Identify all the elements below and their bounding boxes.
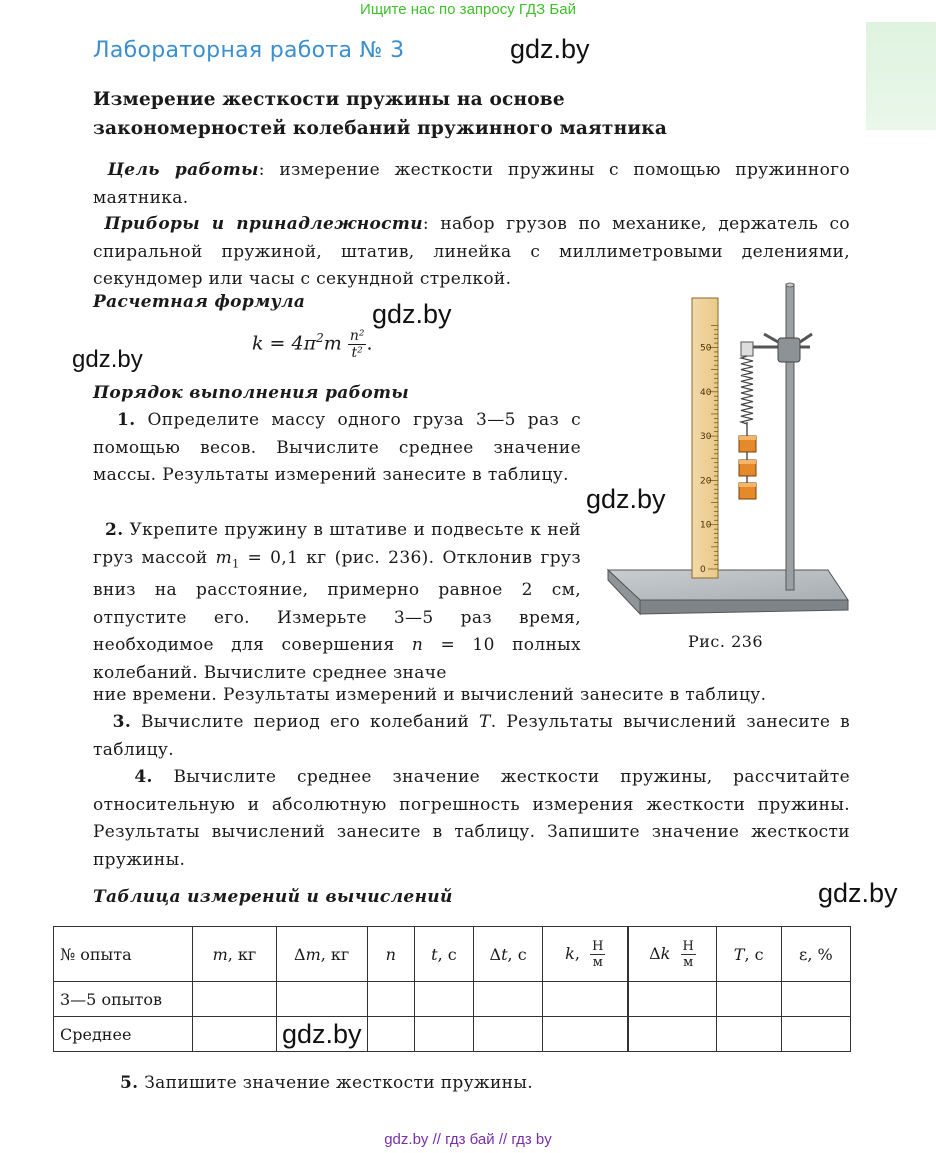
step-5: [120, 1070, 533, 1098]
header-time-error: Δt, с: [474, 927, 543, 982]
spring: [741, 342, 753, 424]
step-text: Определите массу одного груза 3—5 раз с помощью весов. Вычислите среднее значение массы. Результаты измерений занесите в таблицу.: [93, 410, 581, 485]
formula-end: .: [366, 332, 373, 355]
table-cell: [193, 1017, 276, 1052]
row-label: 3—5 опытов: [54, 982, 193, 1017]
lab-subtitle: [93, 85, 667, 143]
watermark: gdz.by: [510, 34, 590, 64]
table-cell: [367, 982, 414, 1017]
row-label: Среднее: [54, 1017, 193, 1052]
step-text: Вычислите среднее значение жесткости пружины, рассчитайте относительную и абсолютную погрешность измерения жесткости пружины. Результаты вычислений занесите в таблицу. Запишите значение жесткости пружины.: [93, 767, 850, 870]
step-number: 5.: [120, 1073, 139, 1093]
formula-fraction: [348, 328, 367, 361]
step-number: 1.: [117, 410, 136, 430]
step-var-m: m: [215, 547, 233, 568]
subtitle-line-1: Измерение жесткости пружины на основе: [93, 89, 565, 110]
ruler-label: 20: [700, 476, 712, 487]
table-cell: [414, 982, 473, 1017]
step-number: 2.: [105, 520, 124, 540]
step-text: Вычислите период его колебаний: [131, 712, 480, 732]
step-text: = 10 полных колебаний. Вычислите среднее значе: [93, 635, 581, 683]
step-number: 3.: [112, 712, 132, 732]
table-cell: [474, 982, 543, 1017]
stand-rod: [786, 283, 794, 590]
goal-text: : измерение жесткости пружины с помощью пружинного маятника.: [93, 160, 850, 208]
step-text: . Результаты вычислений занесите в таблицу.: [93, 712, 850, 760]
table-row: [54, 982, 851, 1017]
formula: [252, 328, 373, 361]
formula-numerator: n²: [349, 328, 365, 344]
watermark: gdz.by: [372, 299, 452, 329]
header-period: T, с: [716, 927, 781, 982]
formula-exp: 2: [316, 331, 324, 346]
table-cell: [628, 982, 716, 1017]
table-cell: [628, 1017, 716, 1052]
goal-paragraph: [93, 157, 850, 212]
step-1: [93, 407, 581, 490]
bottom-banner[interactable]: gdz.by // гдз бай // гдз by: [384, 1131, 552, 1148]
table-cell: [716, 982, 781, 1017]
ruler: [692, 298, 718, 578]
table-cell: [781, 982, 850, 1017]
table-title: Таблица измерений и вычислений: [93, 887, 453, 907]
header-relative-error: ε, %: [781, 927, 850, 982]
table-cell: [543, 982, 629, 1017]
corner-tab: [866, 22, 936, 130]
step-2: [93, 517, 581, 687]
top-banner[interactable]: Ищите нас по запросу ГДЗ Бай: [360, 1, 576, 18]
step-number: 4.: [134, 767, 153, 787]
table-cell: [193, 982, 276, 1017]
table-cell: [276, 982, 367, 1017]
ruler-label: 30: [700, 432, 712, 443]
figure-caption: Рис. 236: [688, 632, 764, 651]
table-cell: [414, 1017, 473, 1052]
formula-lhs: k = 4π: [252, 332, 317, 355]
stand-base: [608, 570, 848, 614]
step-4: [93, 764, 850, 874]
header-n: n: [367, 927, 414, 982]
table-cell: [474, 1017, 543, 1052]
measurement-table: [53, 926, 851, 1052]
lab-title: Лабораторная работа № 3: [93, 38, 405, 63]
subtitle-line-2: закономерностей колебаний пружинного маятника: [93, 118, 668, 139]
table-cell: [781, 1017, 850, 1052]
formula-heading: Расчетная формула: [93, 292, 306, 312]
weight-1: [739, 436, 756, 452]
stand-figure: [600, 280, 856, 620]
clamp: [750, 334, 812, 362]
header-stiffness: k, Н м: [543, 927, 629, 982]
header-mass-error: Δm, кг: [276, 927, 367, 982]
weights: [739, 422, 756, 499]
ruler-label: 40: [700, 387, 712, 398]
step-3: [93, 709, 850, 764]
goal-label: Цель работы: [107, 160, 259, 180]
watermark: gdz.by: [72, 346, 143, 373]
step-var-n: n: [411, 635, 424, 656]
header-time: t, с: [414, 927, 473, 982]
weight-2: [739, 460, 756, 476]
step-var-sub: 1: [232, 556, 240, 570]
step-text: Укрепите пружину в штативе и подвесьте к ней груз массой: [93, 520, 581, 568]
watermark: gdz.by: [818, 878, 898, 908]
header-trial: № опыта: [54, 927, 193, 982]
table-cell: [367, 1017, 414, 1052]
formula-m: m: [323, 332, 342, 355]
watermark: gdz.by: [586, 484, 666, 514]
weight-3: [739, 483, 756, 499]
header-mass: m, кг: [193, 927, 276, 982]
ruler-label: 10: [700, 520, 712, 531]
equipment-text: : набор грузов по механике, держатель со спиральной пружиной, штатив, линейка с миллиметровыми делениями, секундомер или часы с секундной стрелкой.: [93, 214, 850, 289]
table-header-row: [54, 927, 851, 982]
step-var-T: T: [479, 712, 491, 732]
ruler-label: 50: [700, 343, 712, 354]
step-text: = 0,1 кг (рис. 236). Отклонив груз вниз на расстояние, примерно равное 2 см, отпустите его. Измерьте 3—5 раз время, необходимое для совершения: [93, 547, 581, 656]
step-2-continued: ние времени. Результаты измерений и вычислений занесите в таблицу.: [93, 685, 767, 705]
procedure-heading: Порядок выполнения работы: [93, 383, 409, 403]
step-text: Запишите значение жесткости пружины.: [138, 1073, 533, 1093]
header-stiffness-error: Δk Н м: [628, 927, 716, 982]
equipment-label: Приборы и принадлежности: [104, 214, 423, 234]
table-row: [54, 1017, 851, 1052]
formula-denominator: t²: [351, 345, 363, 361]
table-cell: [716, 1017, 781, 1052]
watermark: gdz.by: [282, 1019, 362, 1049]
ruler-label: 0: [700, 565, 706, 575]
table-cell: [543, 1017, 629, 1052]
